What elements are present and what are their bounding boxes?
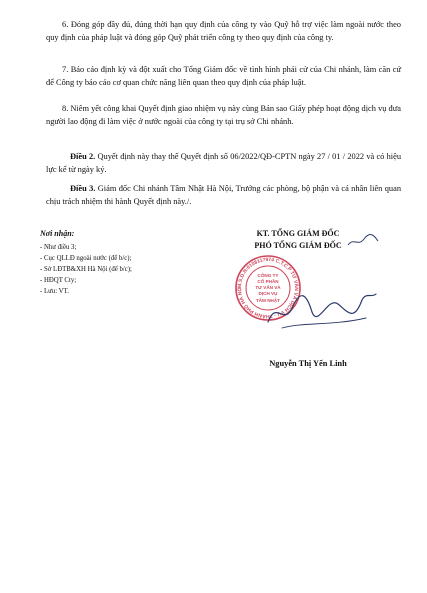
seal-line: CÔNG TY xyxy=(257,273,279,278)
recipient-item: - Cục QLLĐ ngoài nước (để b/c); xyxy=(40,255,132,262)
handwritten-signature xyxy=(262,282,382,338)
signature-title-line1: KT. TỔNG GIÁM ĐỐC xyxy=(256,229,340,238)
recipient-item: - Như điều 3; xyxy=(40,244,77,251)
paragraph-7: 7. Báo cáo định kỳ và đột xuất cho Tổng Giám đốc về tình hình phái cử của Chi nhánh, làm căn cứ để Công ty báo cáo cơ quan chức năng liên quan theo quy định của pháp luật. xyxy=(46,65,401,87)
recipients-title: Nơi nhận: xyxy=(40,229,75,238)
signer-name: Nguyễn Thị Yến Linh xyxy=(269,359,347,368)
seal-line: TƯ VẤN VÀ xyxy=(255,285,281,290)
initial-mark xyxy=(346,233,380,249)
recipient-item: - HĐQT Cty; xyxy=(40,277,77,284)
signature-title-line2: PHÓ TỔNG GIÁM ĐỐC xyxy=(254,241,342,250)
article-2-text: Quyết định này thay thế Quyết định số 06/2022/QĐ-CPTN ngày 27 / 01 / 2022 và có hiệu lực kể từ ngày ký. xyxy=(46,152,402,174)
paragraph-8: 8. Niêm yết công khai Quyết định giao nhiệm vụ này cùng Bản sao Giấy phép hoạt động dịch vụ đưa người lao động đi làm việc ở nước ngoài của công ty tại trụ sở Chi nhánh. xyxy=(46,104,401,126)
article-3-label: Điều 3. xyxy=(70,184,96,193)
seal-line: CỔ PHẦN xyxy=(257,279,279,284)
seal-ring-text: M.S.D.N:0108117974 C.T.C.P TƯ VẤN VÀ DỊCH VỤ - THÀNH PHỐ HÀ NỘ xyxy=(236,256,300,320)
recipients-list xyxy=(40,242,132,297)
seal-line: DỊCH VỤ xyxy=(258,291,278,296)
seal-line: TÂM NHẬT xyxy=(256,298,280,303)
article-3 xyxy=(46,182,401,208)
recipient-item: - Sở LĐTB&XH Hà Nội (để b/c); xyxy=(40,266,132,273)
article-2-label: Điều 2. xyxy=(70,152,96,161)
recipient-item: - Lưu: VT. xyxy=(40,288,69,295)
article-2 xyxy=(46,150,401,176)
article-3-text: Giám đốc Chi nhánh Tâm Nhật Hà Nội, Trưởng các phòng, bộ phận và cá nhân liên quan chịu trách nhiệm thi hành Quyết định này./. xyxy=(46,184,402,206)
paragraph-6: 6. Đóng góp đầy đủ, đúng thời hạn quy định của công ty vào Quỹ hỗ trợ việc làm ngoài nước theo quy định của pháp luật và đóng góp Quỹ phát triển công ty theo quy định của công ty. xyxy=(46,20,401,42)
